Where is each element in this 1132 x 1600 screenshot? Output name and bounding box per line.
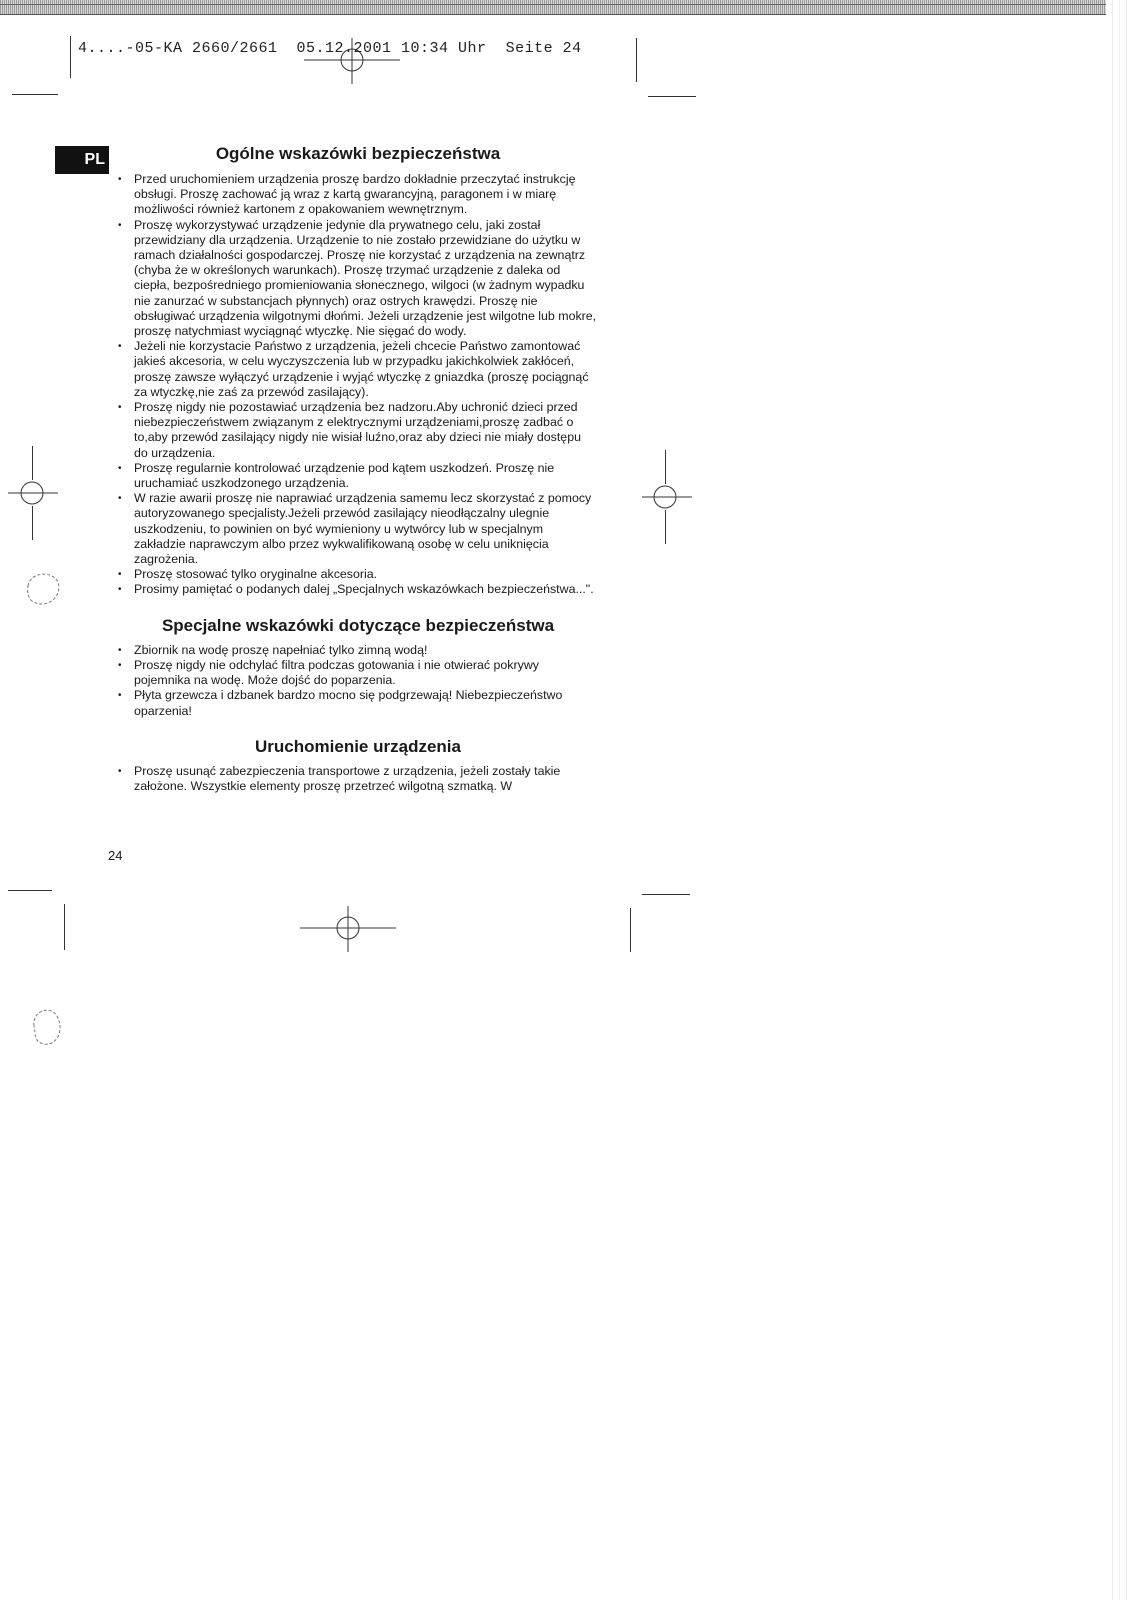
crop-mark	[12, 94, 58, 95]
punch-hole-icon	[26, 1000, 70, 1052]
bullet-icon: •	[118, 659, 122, 671]
bullet-icon: •	[118, 341, 122, 353]
bullet-list	[118, 172, 598, 598]
bullet-icon: •	[118, 569, 122, 581]
bullet-list	[118, 643, 598, 719]
list-item: • Zbiornik na wodę proszę napełniać tylko zimną wodą!	[118, 642, 428, 657]
section-heading: Specjalne wskazówki dotyczące bezpieczeństwa	[161, 615, 555, 635]
list-item: • Proszę wykorzystywać urządzenie jedynie dla prywatnego celu, jaki został przewidziany dla urządzenia. Urządzenie to nie zostało przewidziane do użytku w ramach działalności gospodarczej. Proszę nie korzystać z urządzenia na zewnątrz (chyba że w określonych warunkach). Proszę trzymać urządzenie z daleka od ciepła, bezpośredniego promieniowania słonecznego, wilgoci (w żadnym wypadku nie zanurzać w substancjach płynnych) oraz ostrych krawędzi. Proszę nie obsługiwać urządzenia wilgotnymi dłońmi. Jeżeli urządzenie jest wilgotne lub mokre, proszę natychmiast wyciągnąć wtyczkę. Nie sięgać do wody.	[118, 217, 597, 339]
crop-mark	[32, 506, 33, 540]
bullet-list	[118, 764, 598, 794]
scan-edge-strip	[1106, 0, 1132, 1600]
manual-content	[118, 144, 598, 794]
list-item: • W razie awarii proszę nie naprawiać urządzenia samemu lecz skorzystać z pomocy autoryzowanego specjalisty.Jeżeli przewód zasilający nieodłączalny ulegnie uszkodzeniu, to powinien on być wymieniony u wytwórcy lub w specjalnym zakładzie naprawczym albo przez wykwalifikowaną osobę w celu uniknięcia zagrożenia.	[118, 491, 592, 567]
registration-mark-icon	[8, 476, 58, 510]
crop-mark	[648, 96, 696, 97]
crop-mark	[642, 894, 690, 895]
crop-mark	[32, 446, 33, 480]
bullet-icon: •	[118, 493, 122, 505]
crop-mark	[665, 510, 666, 544]
bullet-icon: •	[118, 584, 122, 596]
crop-mark	[64, 904, 65, 950]
list-item: • Proszę nigdy nie odchylać filtra podczas gotowania i nie otwierać pokrywy pojemnika na wodę. Może dojść do poparzenia.	[118, 657, 539, 688]
list-item: • Proszę regularnie kontrolować urządzenie pod kątem uszkodzeń. Proszę nie uruchamiać uszkodzonego urządzenia.	[118, 460, 555, 491]
crop-mark	[8, 890, 52, 891]
list-item: • Przed uruchomieniem urządzenia proszę bardzo dokładnie przeczytać instrukcję obsługi. Proszę zachować ją wraz z kartą gwarancyjną, paragonem i w miarę możliwości również kartonem z opakowaniem wewnętrznym.	[118, 172, 576, 217]
scan-top-band	[0, 0, 1132, 15]
section-heading: Uruchomienie urządzenia	[255, 736, 461, 756]
bullet-icon: •	[118, 174, 122, 185]
section-heading: Ogólne wskazówki bezpieczeństwa	[215, 144, 501, 163]
crop-mark	[70, 36, 71, 78]
page-number: 24	[108, 848, 123, 863]
registration-mark-icon	[642, 480, 692, 514]
section-startup	[118, 737, 598, 794]
list-item: • Proszę stosować tylko oryginalne akcesoria.	[118, 567, 378, 582]
bullet-icon: •	[118, 462, 122, 474]
language-tag: PL	[55, 146, 109, 174]
section-special-safety	[118, 616, 598, 719]
bullet-icon: •	[118, 690, 122, 702]
list-item: • Proszę usunąć zabezpieczenia transportowe z urządzenia, jeżeli zostały takie założone. Wszystkie elementy proszę przetrzeć wilgotną szmatką. W	[118, 763, 561, 793]
list-item: • Proszę nigdy nie pozostawiać urządzenia bez nadzoru.Aby uchronić dzieci przed niebezpieczeństwem związanym z elektrycznymi urządzeniami,proszę zadbać o to,aby przewód zasilający nigdy nie wisiał luźno,oraz aby dzieci nie miały dostępu do urządzenia.	[118, 400, 581, 460]
bullet-icon: •	[118, 644, 122, 656]
list-item: • Prosimy pamiętać o podanych dalej „Specjalnych wskazówkach bezpieczeństwa...".	[118, 582, 594, 597]
print-slug: 4....-05-KA 2660/2661 05.12.2001 10:34 Uhr Seite 24	[78, 40, 582, 57]
crop-mark	[665, 450, 666, 484]
bullet-icon: •	[118, 219, 122, 231]
bullet-icon: •	[118, 765, 122, 777]
bullet-icon: •	[118, 402, 122, 414]
list-item: • Jeżeli nie korzystacie Państwo z urządzenia, jeżeli chcecie Państwo zamontować jakieś akcesoria, w celu wyczyszczenia lub w przypadku jakichkolwiek zakłóceń, proszę zawsze wyłączyć urządzenie i wyjąć wtyczkę z gniazdka (proszę pociągnąć za wtyczkę,nie zaś za przewód zasilający).	[118, 339, 589, 399]
punch-hole-icon	[22, 566, 66, 610]
section-general-safety	[118, 144, 598, 598]
registration-mark-icon	[300, 906, 396, 952]
crop-mark	[636, 38, 637, 82]
list-item: • Płyta grzewcza i dzbanek bardzo mocno się podgrzewają! Niebezpieczeństwo oparzenia!	[118, 688, 563, 718]
crop-mark	[630, 908, 631, 952]
